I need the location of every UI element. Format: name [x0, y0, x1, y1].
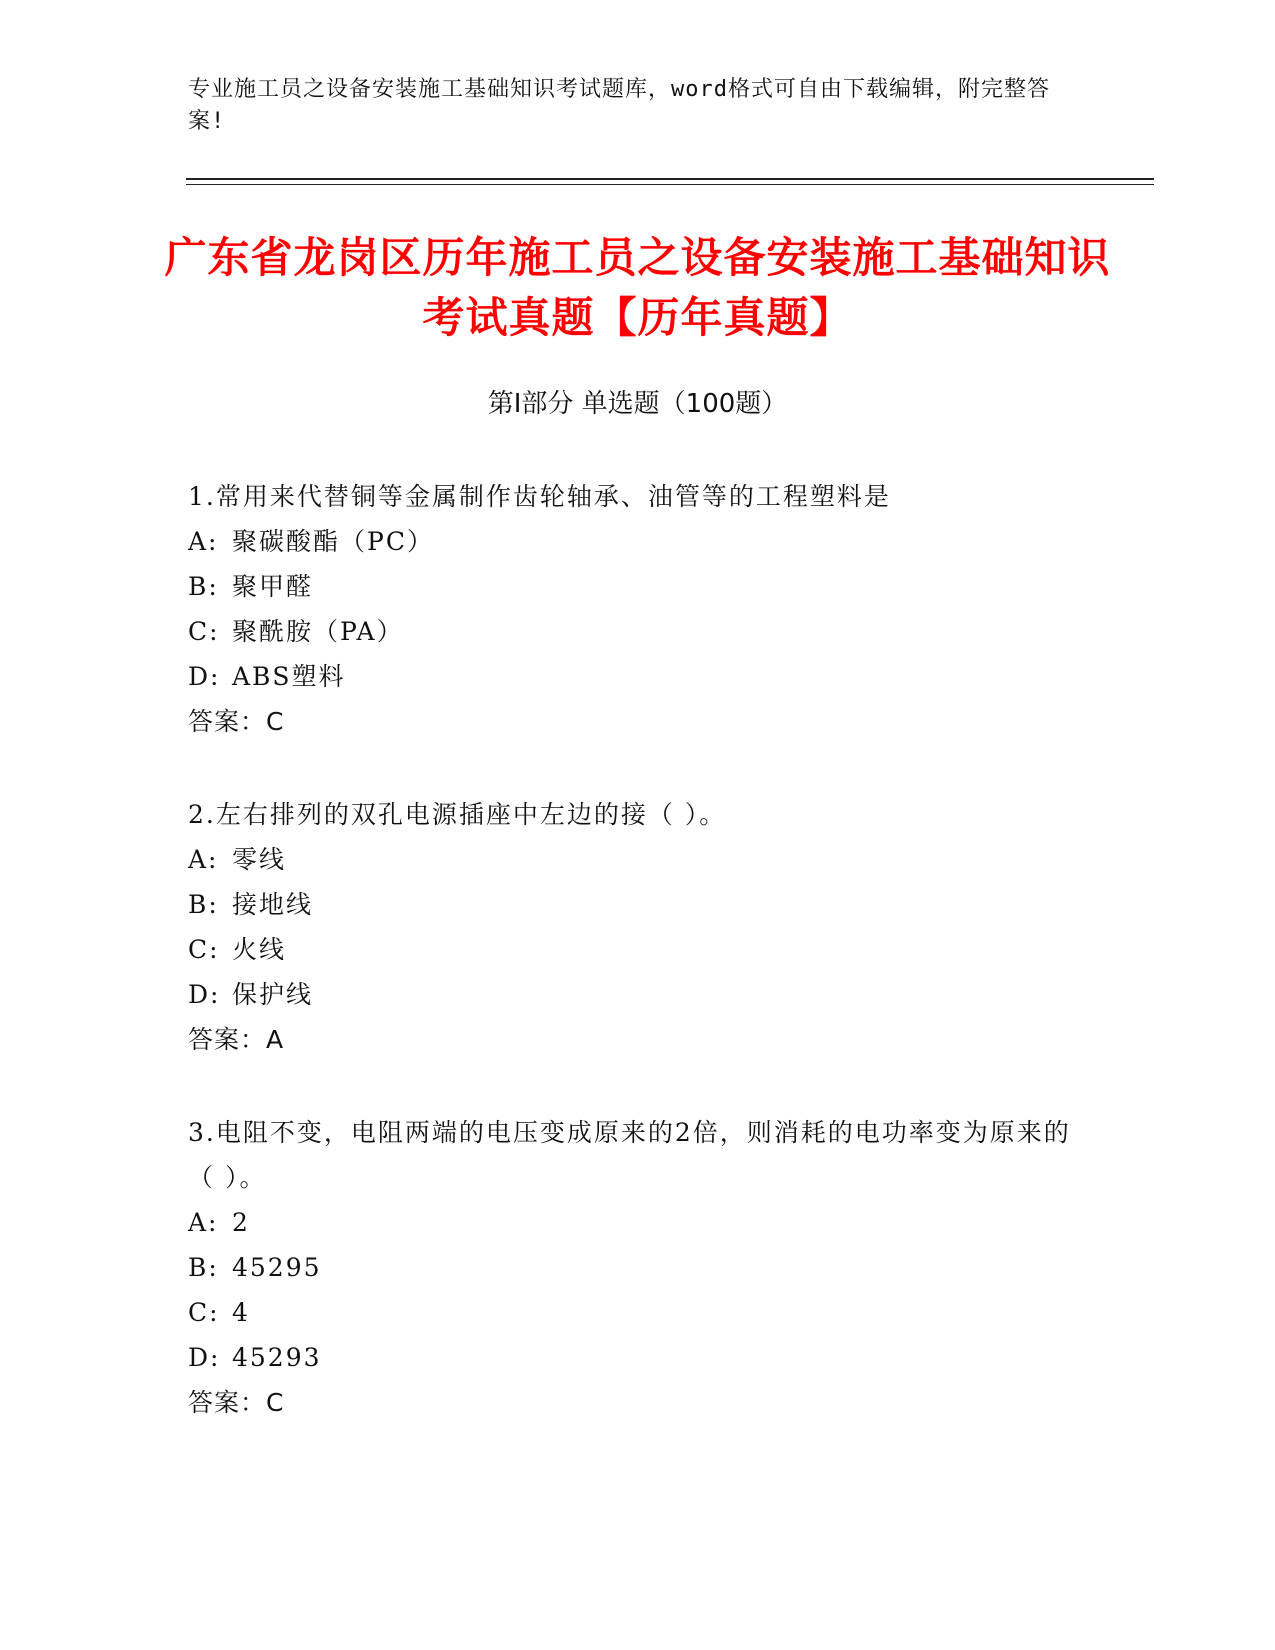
- option-text: 聚甲醛: [232, 572, 314, 601]
- option-letter: A:: [188, 845, 219, 874]
- option-letter: D:: [188, 1343, 221, 1372]
- option-c: [188, 609, 1088, 654]
- answer: 答案：C: [188, 707, 285, 736]
- option-d: [188, 972, 1088, 1017]
- option-text: 2: [232, 1208, 250, 1237]
- option-text: 45293: [232, 1343, 322, 1372]
- option-letter: A:: [188, 1208, 219, 1237]
- header-note: 专业施工员之设备安装施工基础知识考试题库，word格式可自由下载编辑，附完整答案!: [188, 77, 1050, 134]
- header-divider-thin: [186, 184, 1154, 185]
- option-a: [188, 837, 1088, 882]
- option-d: [188, 1335, 1088, 1380]
- option-text: 4: [232, 1298, 250, 1327]
- question-stem: 1.常用来代替铜等金属制作齿轮轴承、油管等的工程塑料是: [188, 482, 891, 511]
- question-1: [188, 474, 1088, 744]
- option-letter: D:: [188, 662, 221, 691]
- question-stem: 2.左右排列的双孔电源插座中左边的接（ ）。: [188, 800, 727, 829]
- option-a: [188, 519, 1088, 564]
- option-letter: B:: [188, 890, 219, 919]
- option-text: 聚碳酸酯（PC）: [232, 527, 434, 556]
- option-a: [188, 1200, 1088, 1245]
- option-text: 零线: [232, 845, 287, 874]
- option-text: 保护线: [232, 980, 314, 1009]
- document-title: 广东省龙岗区历年施工员之设备安装施工基础知识考试真题【历年真题】: [164, 233, 1111, 342]
- question-2: [188, 792, 1088, 1062]
- option-letter: D:: [188, 980, 221, 1009]
- option-b: [188, 1245, 1088, 1290]
- option-letter: A:: [188, 527, 219, 556]
- header-divider-thick: [186, 178, 1154, 180]
- option-letter: C:: [188, 617, 220, 646]
- option-b: [188, 882, 1088, 927]
- option-letter: B:: [188, 572, 219, 601]
- option-text: 聚酰胺（PA）: [232, 617, 404, 646]
- question-3: [188, 1110, 1088, 1425]
- option-d: [188, 654, 1088, 699]
- answer: 答案：C: [188, 1388, 285, 1417]
- option-letter: B:: [188, 1253, 219, 1282]
- option-text: 接地线: [232, 890, 314, 919]
- section-title: 第I部分 单选题（100题）: [487, 389, 788, 419]
- question-stem: 3.电阻不变，电阻两端的电压变成原来的2倍，则消耗的电功率变为原来的（ ）。: [188, 1118, 1071, 1192]
- option-c: [188, 1290, 1088, 1335]
- option-text: 火线: [232, 935, 287, 964]
- option-text: 45295: [232, 1253, 322, 1282]
- option-text: ABS塑料: [232, 662, 346, 691]
- answer: 答案：A: [188, 1025, 285, 1054]
- option-letter: C:: [188, 1298, 220, 1327]
- option-b: [188, 564, 1088, 609]
- option-c: [188, 927, 1088, 972]
- option-letter: C:: [188, 935, 220, 964]
